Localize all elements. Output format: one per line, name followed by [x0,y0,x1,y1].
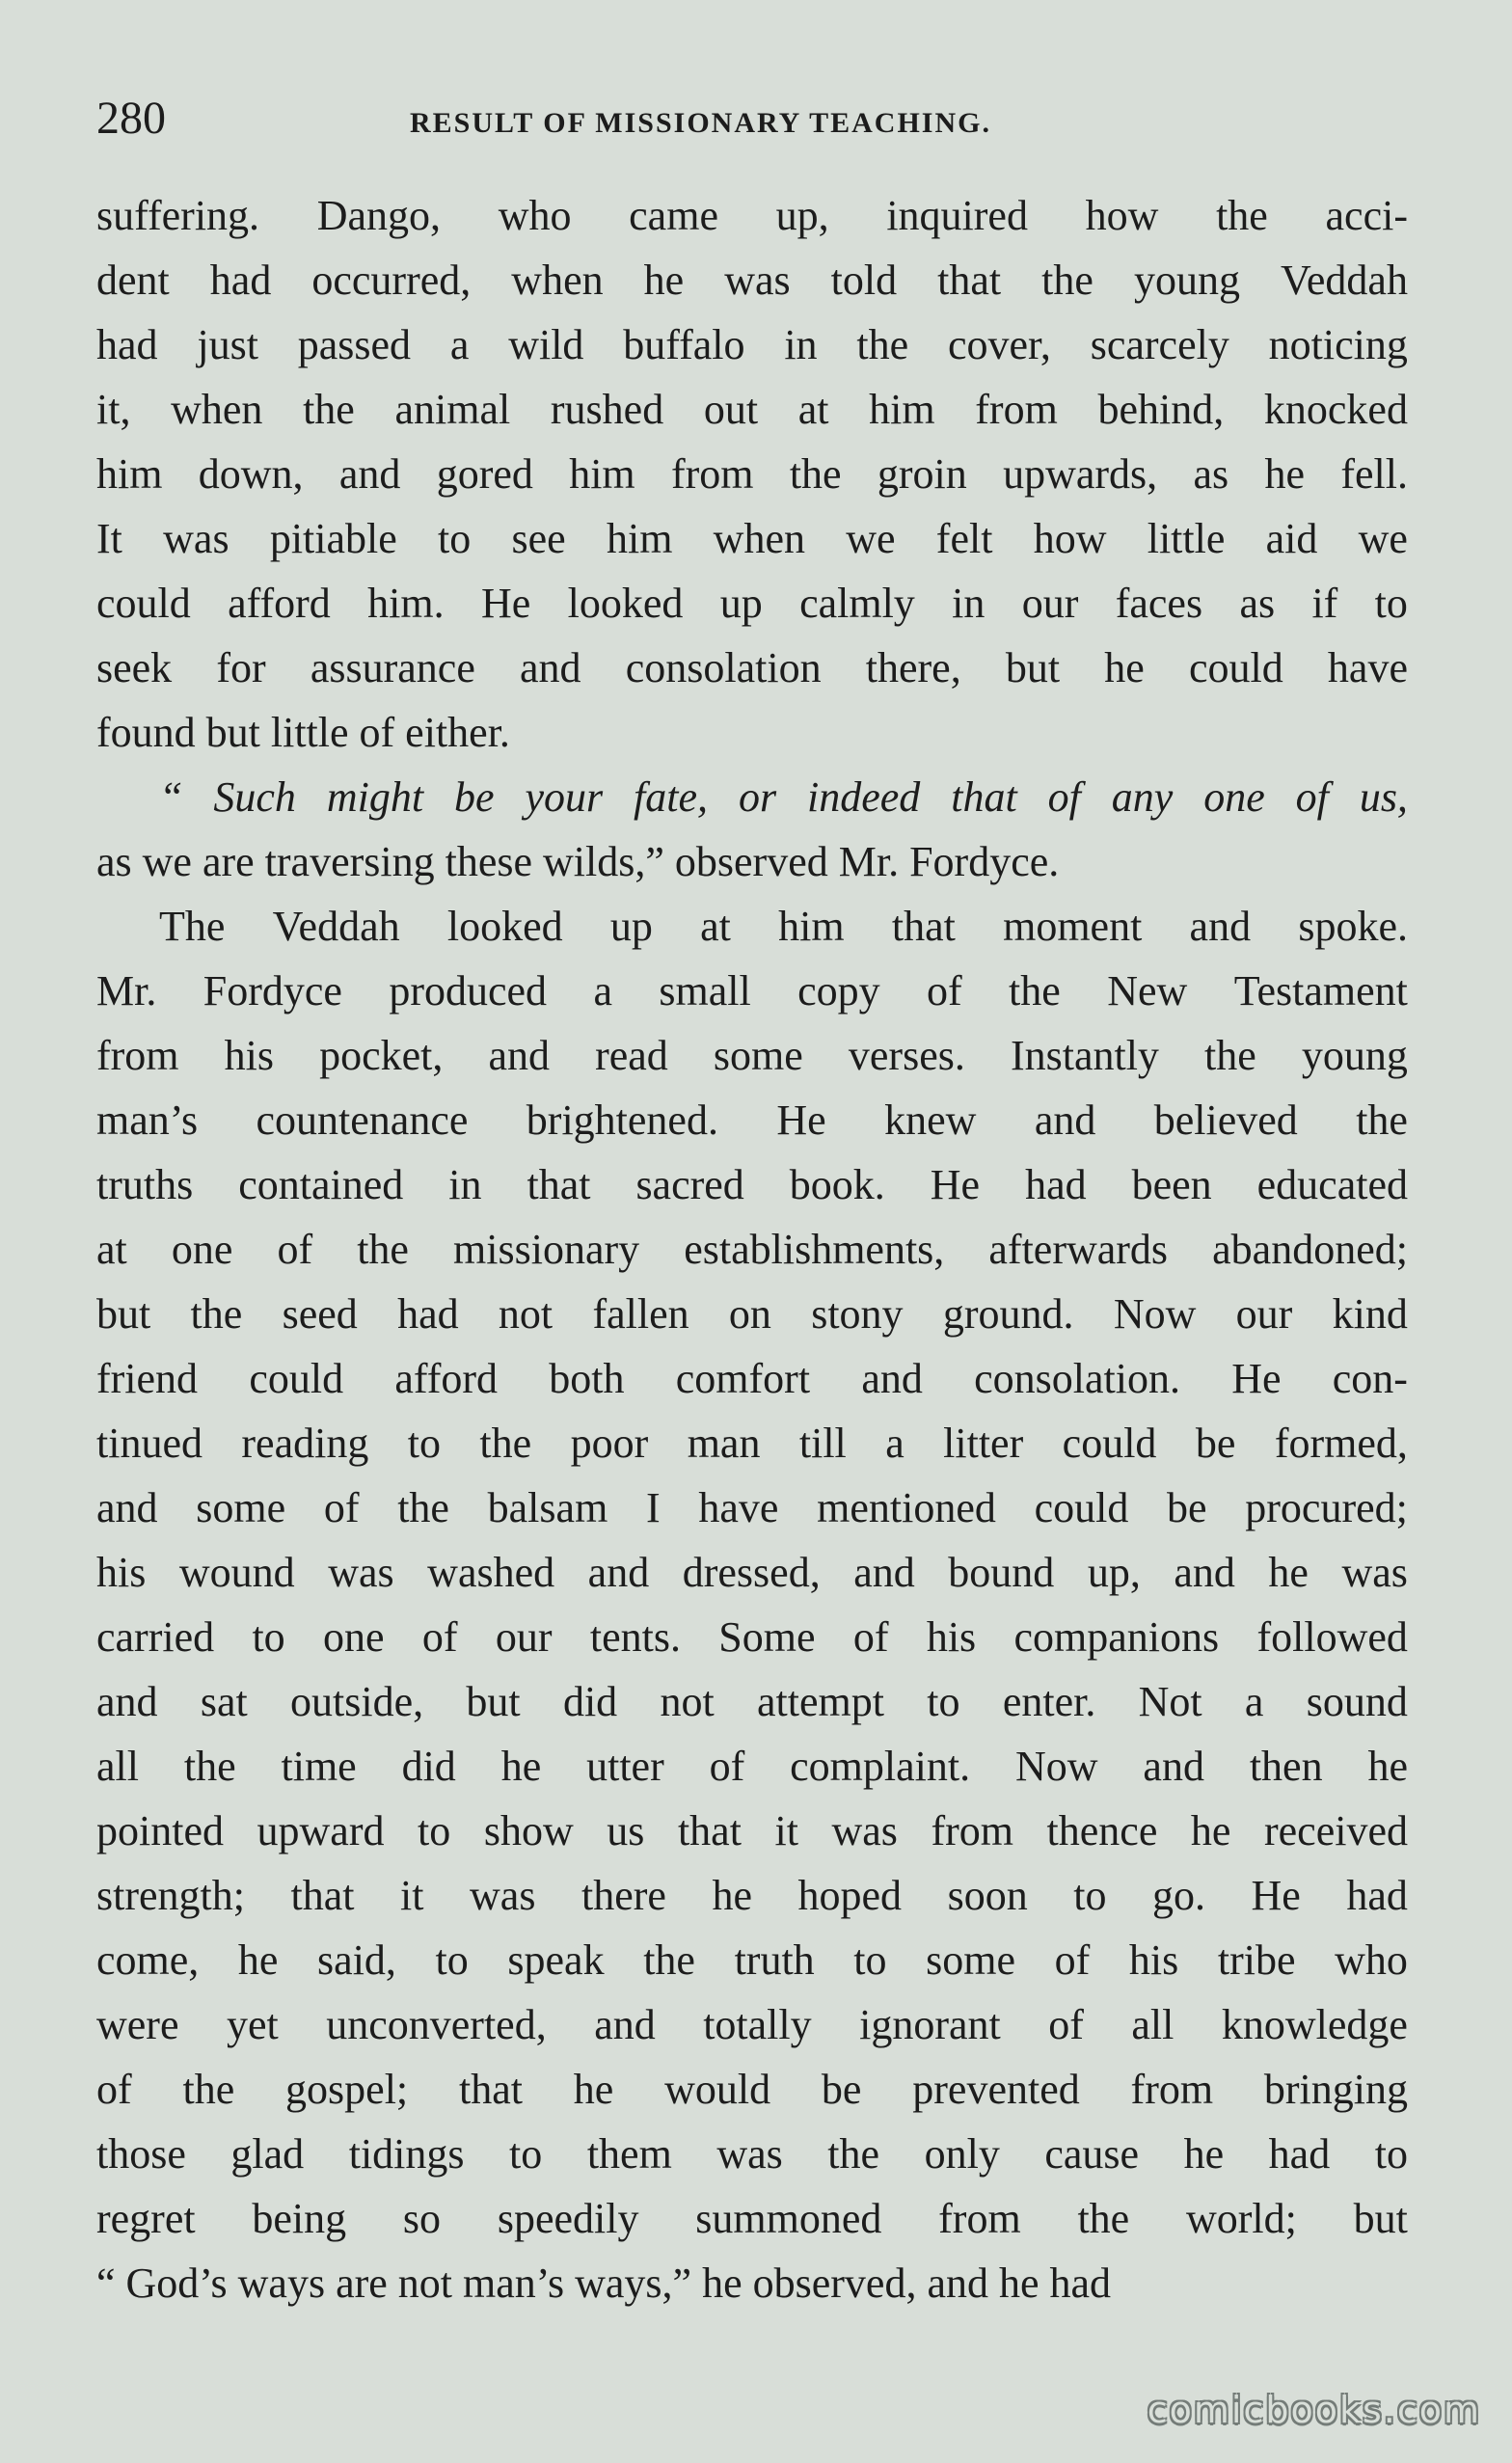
text-line: could afford him. He looked up calmly in our faces as if to [96,580,1408,627]
text-line: It was pitiable to see him when we felt how little aid we [96,515,1408,562]
text-line: of the gospel; that he would be prevented from bringing [96,2066,1408,2113]
text-line: “ Such might be your fate, or indeed that of any one of us, [159,773,1408,821]
text-line: his wound was washed and dressed, and bound up, and he was [96,1549,1408,1596]
text-line: were yet unconverted, and totally ignorant of all knowledge [96,2001,1408,2048]
text-line: it, when the animal rushed out at him from behind, knocked [96,386,1408,433]
text-line: from his pocket, and read some verses. Instantly the young [96,1032,1408,1079]
text-line: as we are traversing these wilds,” observed Mr. Fordyce. [96,838,1060,885]
text-line: truths contained in that sacred book. He had been educated [96,1161,1408,1208]
text-line: all the time did he utter of complaint. Now and then he [96,1743,1408,1790]
watermark: comicbooks.com [1147,2389,1481,2431]
text-line: dent had occurred, when he was told that the young Veddah [96,257,1408,304]
text-line: but the seed had not fallen on stony ground. Now our kind [96,1290,1408,1338]
text-line: “ God’s ways are not man’s ways,” he observed, and he had [96,2260,1112,2307]
page-header [96,85,1408,152]
text-line: suffering. Dango, who came up, inquired how the acci- [96,192,1408,239]
text-line: had just passed a wild buffalo in the cover, scarcely noticing [96,321,1408,368]
text-line: and sat outside, but did not attempt to enter. Not a sound [96,1678,1408,1725]
text-line: friend could afford both comfort and consolation. He con- [96,1355,1408,1402]
text-line: him down, and gored him from the groin upwards, as he fell. [96,450,1408,498]
text-line: at one of the missionary establishments, afterwards abandoned; [96,1226,1408,1273]
text-line: man’s countenance brightened. He knew and believed the [96,1096,1408,1144]
text-line: and some of the balsam I have mentioned could be procured; [96,1484,1408,1531]
page-number: 280 [96,93,166,144]
text-line: seek for assurance and consolation there, but he could have [96,644,1408,691]
text-line: Mr. Fordyce produced a small copy of the New Testament [96,967,1408,1015]
text-line: found but little of either. [96,709,510,756]
text-line: regret being so speedily summoned from the world; but [96,2195,1408,2242]
text-line: those glad tidings to them was the only cause he had to [96,2130,1408,2178]
running-title: RESULT OF MISSIONARY TEACHING. [410,107,991,139]
text-line: come, he said, to speak the truth to some of his tribe who [96,1936,1408,1984]
text-line: The Veddah looked up at him that moment and spoke. [159,903,1408,950]
body-text [96,183,1408,2315]
text-line: pointed upward to show us that it was from thence he received [96,1807,1408,1854]
text-line: tinued reading to the poor man till a litter could be formed, [96,1420,1408,1467]
text-line: strength; that it was there he hoped soon to go. He had [96,1872,1408,1919]
text-line: carried to one of our tents. Some of his companions followed [96,1613,1408,1661]
